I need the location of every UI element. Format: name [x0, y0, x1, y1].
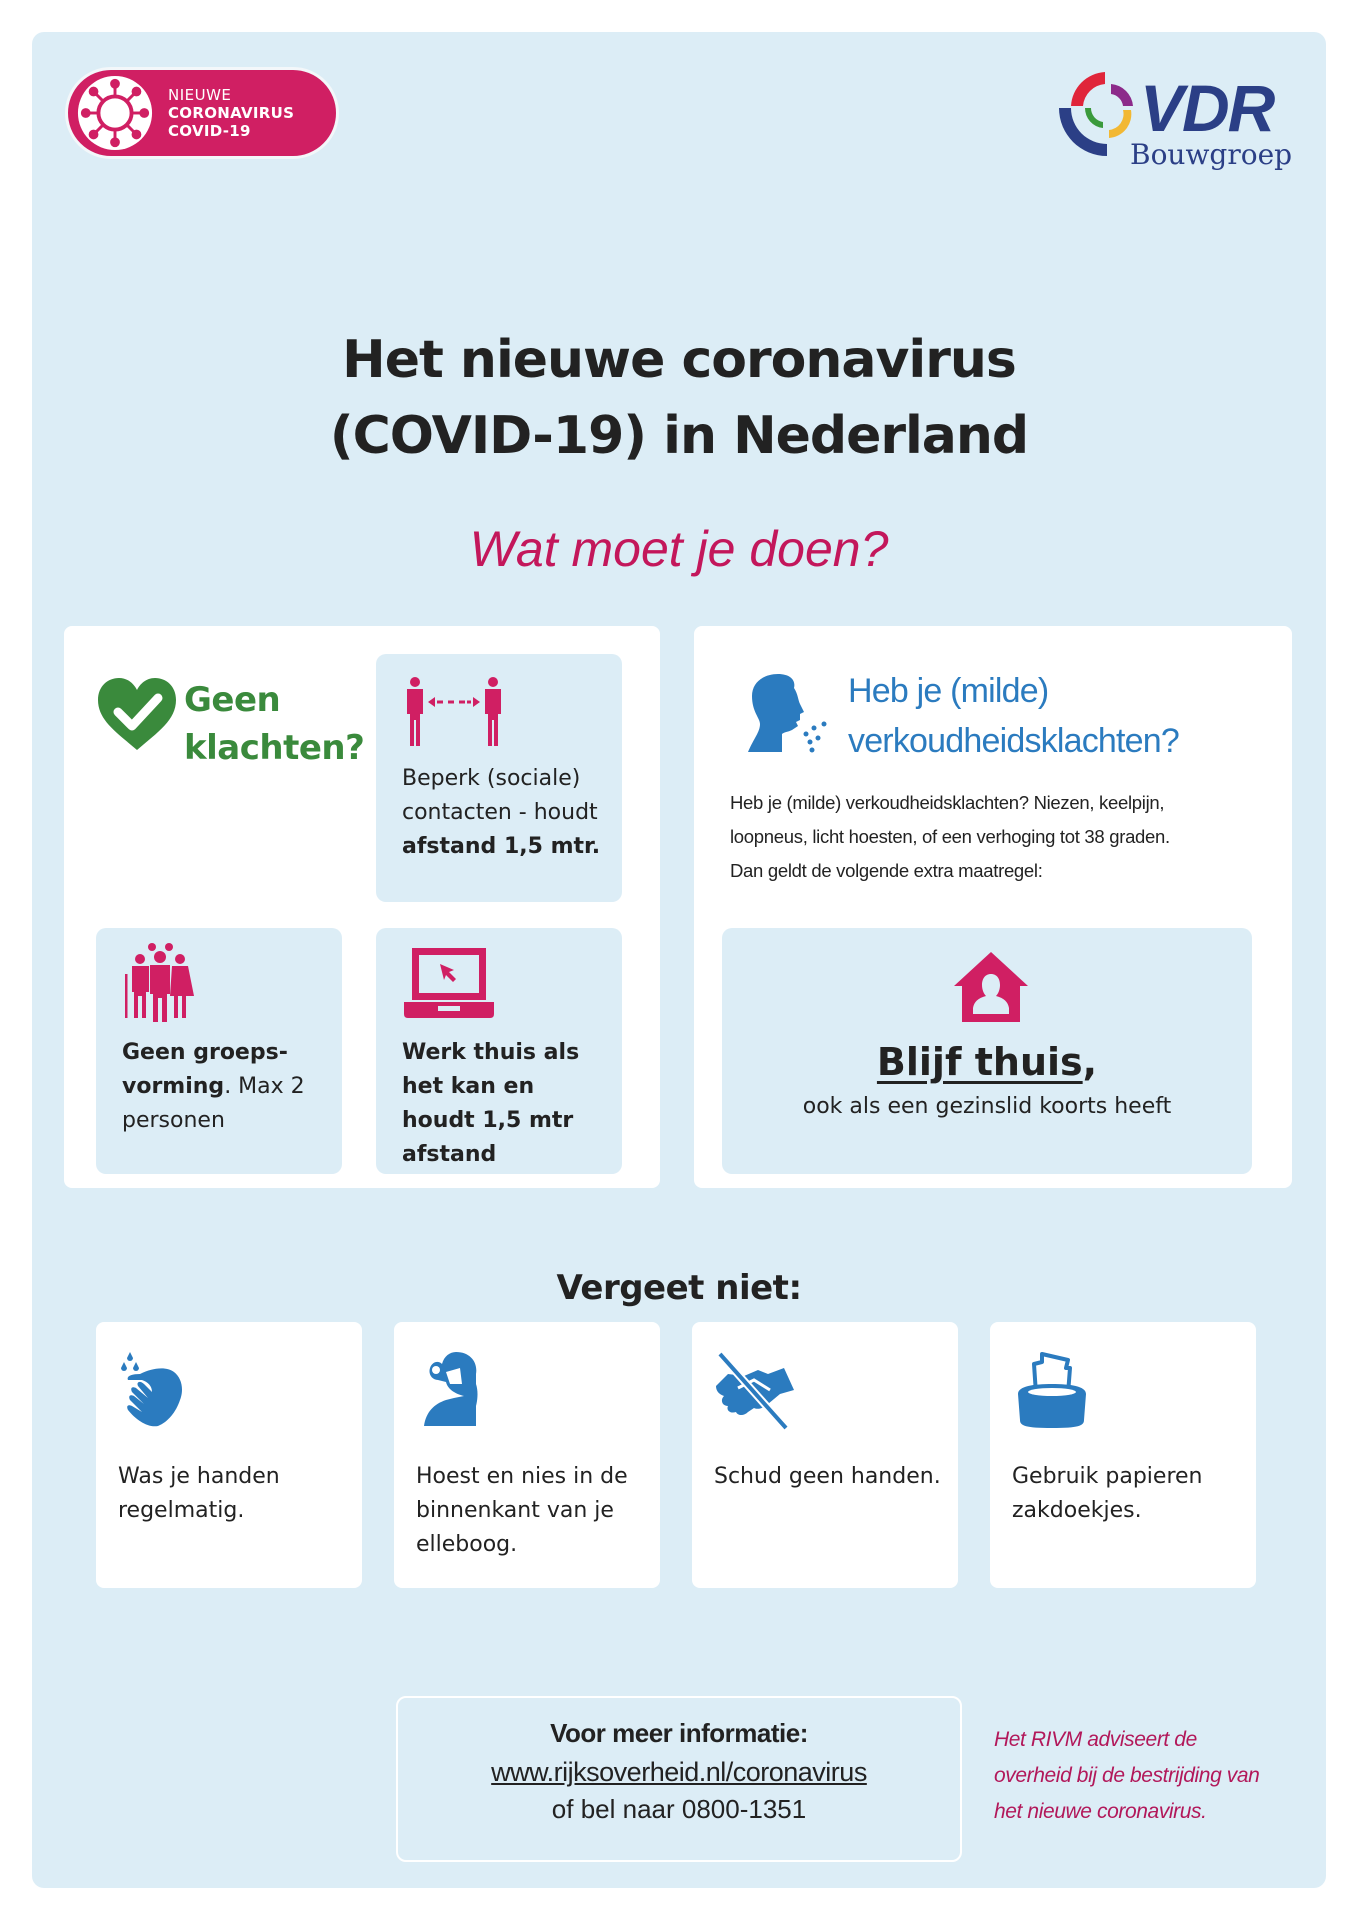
tile-no-groups-text: [122, 1036, 328, 1138]
page-subtitle: Wat moet je doen?: [469, 521, 889, 577]
logo-subtitle: Bouwgroep: [1130, 138, 1293, 171]
card-no-handshake: [692, 1322, 958, 1588]
covid-badge: [65, 67, 339, 159]
heart-check-icon: [96, 676, 178, 752]
group-icon: [122, 942, 196, 1022]
no-handshake-icon: [714, 1350, 794, 1430]
card-tissues-text: Gebruik papieren zakdoekjes.: [1012, 1464, 1203, 1523]
tile-no-groups-text-bold: Geen groeps- vorming: [122, 1040, 288, 1099]
sneeze-icon: [738, 672, 832, 754]
stay-home-tile: [722, 928, 1252, 1174]
stay-home-title-suffix: ,: [1082, 1040, 1098, 1084]
card-cough-elbow: [394, 1322, 660, 1588]
stay-home-subtitle: ook als een gezinslid koorts heeft: [802, 1094, 1172, 1119]
card-tissues: [990, 1322, 1256, 1588]
mild-complaints-title-line-1: Heb je (milde): [848, 672, 1049, 710]
mild-complaints-body-line-2: loopneus, licht hoesten, of een verhoging tot 38 graden.: [730, 826, 1170, 847]
tile-distance-text-bold: afstand 1,5 mtr.: [402, 834, 601, 859]
card-cough-elbow-text: Hoest en nies in de binnenkant van je elleboog.: [416, 1464, 628, 1557]
hand-wash-icon: [118, 1350, 198, 1430]
laptop-icon: [402, 946, 496, 1018]
more-info-box: [396, 1696, 962, 1862]
tile-distance-text: [402, 762, 608, 864]
cough-elbow-icon: [416, 1350, 496, 1430]
title-line-2: (COVID-19) in Nederland: [329, 406, 1029, 466]
poster: [32, 32, 1326, 1888]
info-website-link[interactable]: www.rijksoverheid.nl/coronavirus: [491, 1757, 867, 1787]
tile-work-home: [376, 928, 622, 1174]
mild-complaints-body: [730, 786, 1270, 888]
vdr-logo: [1052, 66, 1312, 176]
more-info-title: Voor meer informatie:: [550, 1718, 808, 1748]
badge-line-2: CORONAVIRUS: [168, 104, 295, 122]
no-complaints-heading: [96, 676, 364, 772]
mild-complaints-body-line-3: Dan geldt de volgende extra maatregel:: [730, 860, 1043, 881]
mild-complaints-title: [848, 666, 1179, 766]
badge-text: [168, 86, 294, 140]
page-title: [32, 322, 1326, 474]
distance-icon: [402, 676, 506, 748]
info-phone: of bel naar 0800-1351: [551, 1794, 807, 1824]
tile-work-home-text-bold: Werk thuis als het kan en houdt 1,5 mtr afstand: [402, 1040, 580, 1167]
logo-name: VDR: [1140, 71, 1274, 145]
badge-line-3: COVID-19: [168, 122, 251, 140]
no-complaints-title-line-2: klachten?: [184, 728, 365, 768]
badge-line-1: NIEUWE: [168, 86, 232, 104]
card-wash-hands-text: Was je handen regelmatig.: [118, 1464, 280, 1523]
rivm-note: Het RIVM adviseert de overheid bij de bestrijding van het nieuwe coronavirus.: [994, 1728, 1260, 1823]
forget-title: Vergeet niet:: [556, 1268, 802, 1308]
tissue-box-icon: [1012, 1350, 1092, 1430]
card-no-handshake-text: Schud geen handen.: [714, 1464, 941, 1489]
mild-complaints-panel: [694, 626, 1292, 1188]
no-complaints-panel: [64, 626, 660, 1188]
title-line-1: Het nieuwe coronavirus: [342, 330, 1016, 390]
no-complaints-title-line-1: Geen: [184, 680, 281, 720]
stay-home-title-text: Blijf thuis: [876, 1040, 1083, 1084]
virus-icon: [76, 74, 154, 152]
card-wash-hands: [96, 1322, 362, 1588]
mild-complaints-title-line-2: verkoudheidsklachten?: [848, 722, 1179, 760]
no-complaints-title: [184, 676, 364, 772]
house-person-icon: [952, 950, 1030, 1024]
tile-no-groups-text-plain: . Max 2 personen: [122, 1074, 305, 1133]
mild-complaints-body-line-1: Heb je (milde) verkoudheidsklachten? Niezen, keelpijn,: [730, 792, 1165, 813]
stay-home-title: [722, 1040, 1252, 1084]
tile-distance-text-plain: Beperk (sociale) contacten - houdt: [402, 766, 598, 825]
tile-no-groups: [96, 928, 342, 1174]
tile-distance: [376, 654, 622, 902]
tile-work-home-text: [402, 1036, 608, 1172]
